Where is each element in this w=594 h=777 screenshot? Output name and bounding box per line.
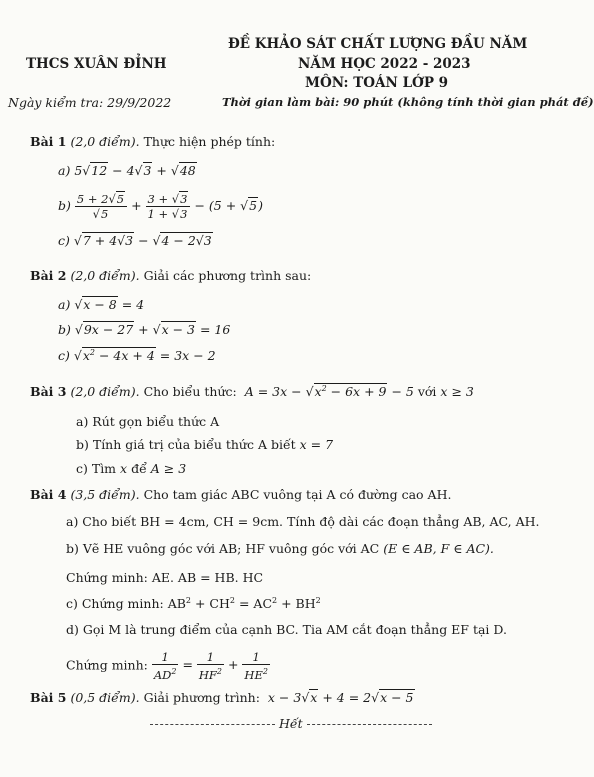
bai1-points: (2,0 điểm).: [70, 134, 140, 149]
bai2-a-marker: a): [58, 297, 71, 312]
duration: Thời gian làm bài: 90 phút (không tính thời gian phát đề): [222, 95, 594, 109]
bai4-c-formula: $AB^2 + CH^2 = AC^2 + BH^2$: [167, 596, 321, 612]
subject: MÔN: TOÁN LỚP 9: [305, 75, 449, 91]
bai2-instruction: Giải các phương trình sau:: [143, 268, 312, 283]
bai1-a: [58, 163, 197, 178]
bai4-b-cond: (E ∈ AB, F ∈ AC).: [383, 541, 494, 556]
bai1-heading: [30, 134, 275, 149]
bai4-d: d) Gọi M là trung điểm của cạnh BC. Tia AM cắt đoạn thẳng EF tại D.: [66, 622, 507, 637]
bai2-label: Bài 2: [30, 268, 67, 283]
bai4-prove1: Chứng minh: AE. AB = HB. HC: [66, 570, 264, 585]
bai2-c-marker: c): [58, 348, 70, 364]
bai4-prove2: [66, 650, 270, 682]
bai4-c: [66, 596, 321, 611]
bai5-label: Bài 5: [30, 690, 67, 705]
bai3-c: [76, 461, 186, 476]
footer-end: [146, 716, 436, 731]
school-name: THCS XUÂN ĐỈNH: [26, 56, 167, 72]
bai1-label: Bài 1: [30, 134, 67, 149]
bai1-c-marker: c): [58, 233, 70, 248]
bai2-b-marker: b): [58, 322, 71, 337]
bai4-a: a) Cho biết BH = 4cm, CH = 9cm. Tính độ dài các đoạn thẳng AB, AC, AH.: [66, 514, 540, 529]
footer-left-dash: [150, 724, 275, 725]
bai3-c-mid: để: [131, 461, 147, 476]
bai1-c: [58, 233, 213, 248]
bai3-heading: [30, 384, 474, 399]
bai1-instruction: Thực hiện phép tính:: [143, 134, 276, 149]
bai2-a-formula: √x − 8 = 4: [74, 297, 145, 312]
bai4-c-text: c) Chứng minh:: [66, 596, 164, 612]
bai1-b-formula: $\frac{5 + 2√5}{√5}$ + $\frac{3 + √3}{1 + √3}$ − (5 + √5): [76, 192, 263, 221]
bai5-points: (0,5 điểm).: [70, 690, 140, 705]
bai5-formula: x − 3√x + 4 = 2√x − 5: [263, 690, 414, 705]
bai3-c-prefix: c) Tìm: [76, 461, 117, 476]
bai2-c-formula: $√x^2 - 4x + 4 = 3x - 2$: [73, 348, 216, 364]
bai3-b-value: x = 7: [299, 437, 334, 452]
bai1-b-marker: b): [58, 198, 71, 213]
bai4-heading: [30, 487, 451, 502]
bai4-points: (3,5 điểm).: [70, 487, 140, 502]
bai3-c-cond: A ≥ 3: [150, 461, 187, 476]
bai4-prove2-formula: $\frac{1}{AD^2}$ = $\frac{1}{HF^2}$ + $\frac{1}{HE^2}$: [153, 650, 268, 682]
bai2-b-formula: √9x − 27 + √x − 3 = 16: [74, 322, 231, 337]
bai5-heading: [30, 690, 415, 705]
bai1-b: [58, 192, 263, 221]
school-year: NĂM HỌC 2022 - 2023: [298, 56, 471, 72]
bai3-condition: x ≥ 3: [440, 384, 474, 400]
bai1-c-formula: √7 + 4√3 − √4 − 2√3: [73, 233, 212, 248]
bai3-b-text: b) Tính giá trị của biểu thức A biết: [76, 437, 296, 452]
footer-right-dash: [307, 724, 432, 725]
exam-title: ĐỀ KHẢO SÁT CHẤT LƯỢNG ĐẦU NĂM: [228, 36, 528, 52]
bai2-heading: [30, 268, 311, 283]
bai3-c-var: x: [120, 461, 128, 476]
bai2-a: [58, 297, 144, 312]
bai2-c: [58, 348, 216, 363]
footer-end-text: Hết: [279, 716, 303, 731]
bai3-instruction: Cho biểu thức:: [143, 384, 237, 400]
bai3-expression: $A = 3x - √x^2 - 6x + 9 - 5$: [240, 384, 414, 400]
bai1-a-marker: a): [58, 163, 71, 178]
test-date: Ngày kiểm tra: 29/9/2022: [8, 95, 172, 110]
bai4-b: [66, 541, 494, 556]
bai5-instruction: Giải phương trình:: [143, 690, 260, 705]
bai4-prove2-text: Chứng minh:: [66, 657, 148, 673]
bai4-instruction: Cho tam giác ABC vuông tại A có đường cao AH.: [143, 487, 452, 502]
bai2-points: (2,0 điểm).: [70, 268, 140, 283]
bai4-b-text: b) Vẽ HE vuông góc với AB; HF vuông góc với AC: [66, 541, 380, 556]
bai2-b: [58, 322, 230, 337]
bai3-points: (2,0 điểm).: [70, 384, 140, 400]
bai3-b: [76, 437, 333, 452]
bai3-a: a) Rút gọn biểu thức A: [76, 414, 220, 429]
bai4-label: Bài 4: [30, 487, 67, 502]
bai1-a-formula: 5√12 − 4√3 + √48: [74, 163, 196, 178]
bai3-label: Bài 3: [30, 384, 67, 400]
bai3-condition-word: với: [417, 384, 437, 400]
